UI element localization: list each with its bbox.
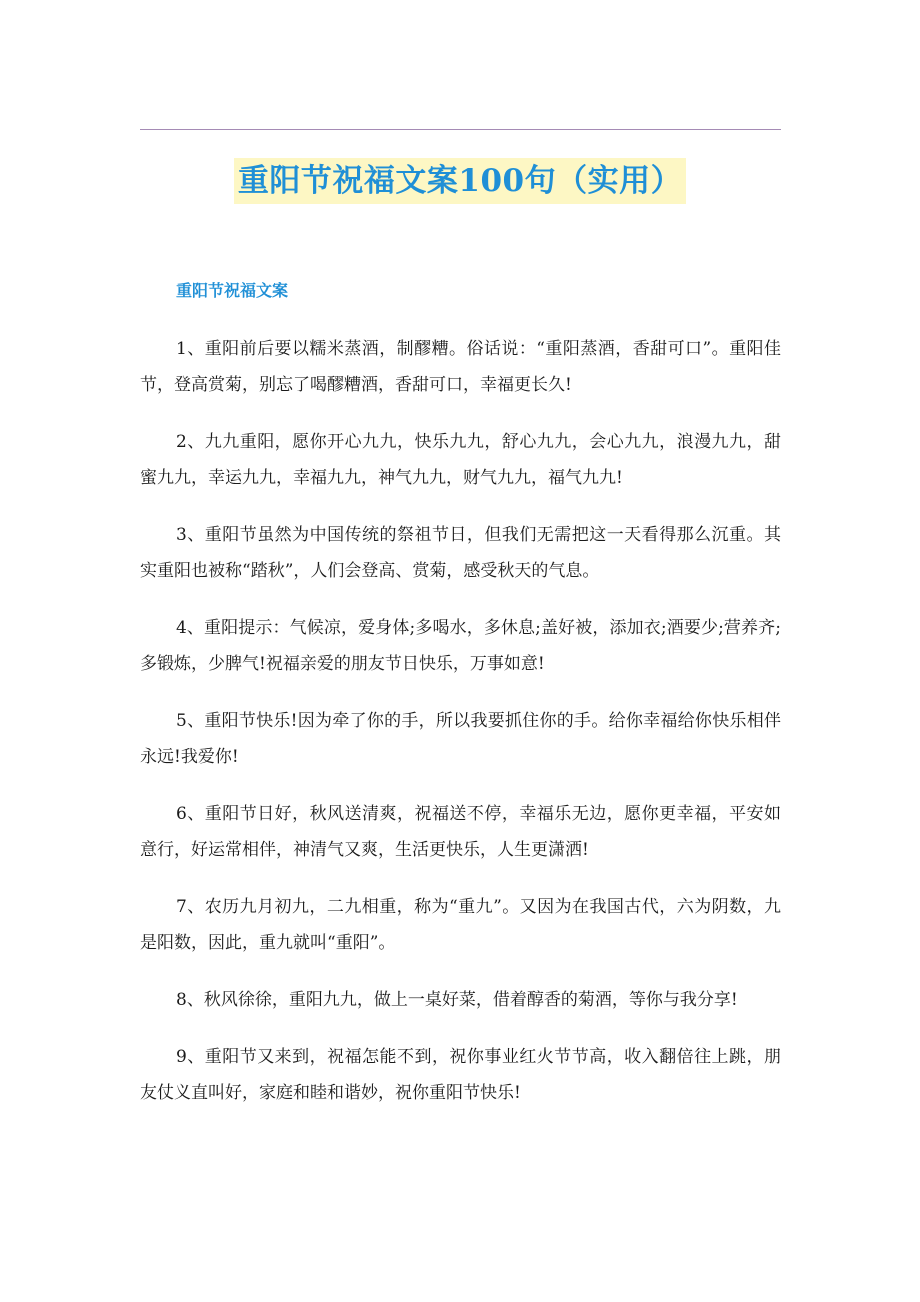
paragraph: 3、重阳节虽然为中国传统的祭祖节日，但我们无需把这一天看得那么沉重。其实重阳也被称“踏秋”，人们会登高、赏菊，感受秋天的气息。 <box>140 525 781 581</box>
document-body <box>140 273 781 1132</box>
paragraph: 4、重阳提示：气候凉，爱身体;多喝水，多休息;盖好被，添加衣;酒要少;营养齐;多锻炼，少脾气!祝福亲爱的朋友节日快乐，万事如意! <box>140 618 781 674</box>
page-title: 重阳节祝福文案100句（实用） <box>234 158 686 204</box>
paragraph: 6、重阳节日好，秋风送清爽，祝福送不停，幸福乐无边，愿你更幸福，平安如意行，好运常相伴，神清气又爽，生活更快乐，人生更潇洒! <box>140 804 781 860</box>
paragraph: 5、重阳节快乐!因为牵了你的手，所以我要抓住你的手。给你幸福给你快乐相伴永远!我爱你! <box>140 711 781 767</box>
paragraph: 1、重阳前后要以糯米蒸酒，制醪糟。俗话说：“重阳蒸酒，香甜可口”。重阳佳节，登高赏菊，别忘了喝醪糟酒，香甜可口，幸福更长久! <box>140 339 781 395</box>
paragraph: 9、重阳节又来到，祝福怎能不到，祝你事业红火节节高，收入翻倍往上跳，朋友仗义直叫好，家庭和睦和谐妙，祝你重阳节快乐! <box>140 1047 781 1103</box>
title-container <box>0 158 920 204</box>
section-heading: 重阳节祝福文案 <box>176 281 289 300</box>
paragraph: 7、农历九月初九，二九相重，称为“重九”。又因为在我国古代，六为阴数，九是阳数，因此，重九就叫“重阳”。 <box>140 897 781 953</box>
paragraph: 8、秋风徐徐，重阳九九，做上一桌好菜，借着醇香的菊酒，等你与我分享! <box>176 990 738 1010</box>
header-divider <box>140 129 781 130</box>
paragraph: 2、九九重阳，愿你开心九九，快乐九九，舒心九九，会心九九，浪漫九九，甜蜜九九，幸运九九，幸福九九，神气九九，财气九九，福气九九! <box>140 432 781 488</box>
